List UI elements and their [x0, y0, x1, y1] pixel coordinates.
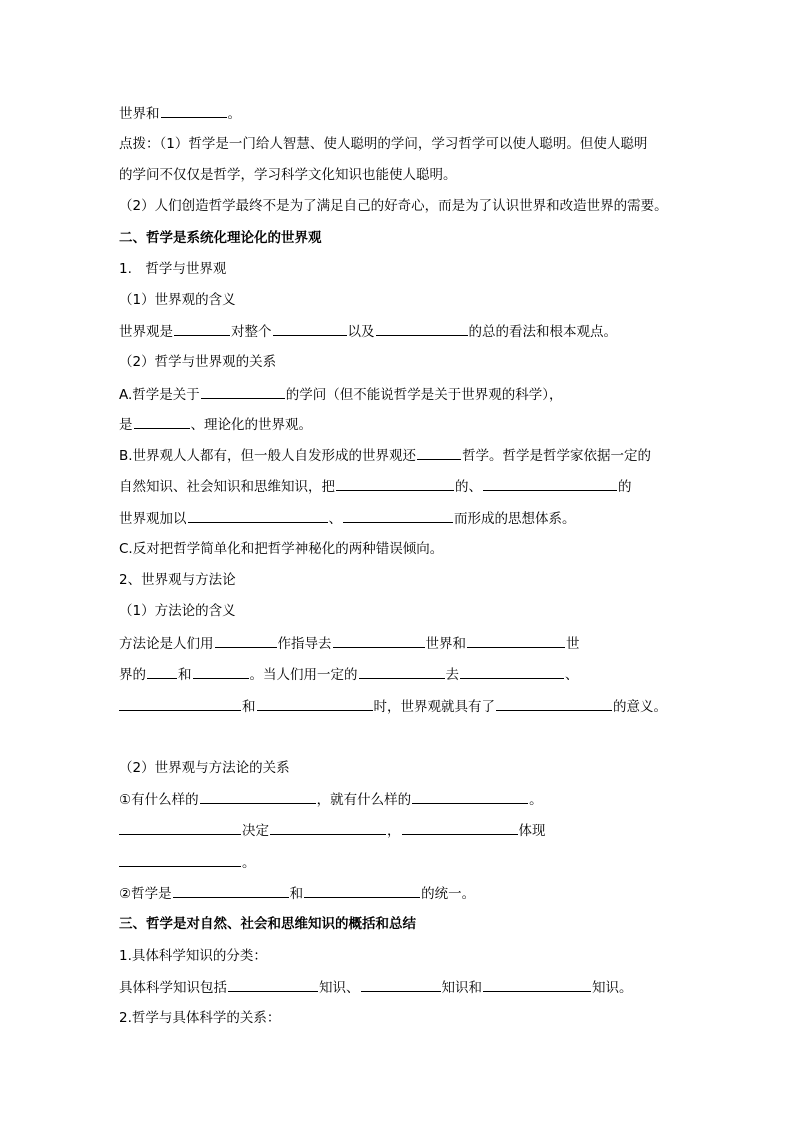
blank[interactable] [333, 633, 425, 648]
blank[interactable] [343, 508, 453, 523]
subheading-science-categories: 1.具体科学知识的分类： [119, 948, 267, 964]
blank[interactable] [119, 696, 241, 711]
blank[interactable] [215, 633, 277, 648]
hint-paragraph-2: （2）人们创造哲学最终不是为了满足自己的好奇心，而是为了认识世界和改造世界的需要。 [119, 198, 668, 214]
subheading-worldview-methodology-relation: （2）世界观与方法论的关系 [119, 760, 290, 776]
subheading-philosophy-worldview: 1. 哲学与世界观 [119, 261, 227, 277]
blank[interactable] [270, 820, 386, 835]
blank[interactable] [359, 664, 445, 679]
hint-paragraph-1-cont: 的学问不仅仅是哲学，学习科学文化知识也能使人聪明。 [119, 167, 457, 183]
blank[interactable] [119, 820, 241, 835]
blank[interactable] [119, 852, 241, 867]
blank[interactable] [483, 476, 617, 491]
blank[interactable] [188, 508, 328, 523]
fill-line-a-cont: 是 、理论化的世界观。 [119, 414, 312, 434]
fill-line-relation-4: ②哲学是 和 的统一。 [119, 883, 475, 903]
fill-line-science-knowledge: 具体科学知识包括 知识、 知识和 知识。 [119, 977, 633, 997]
blank[interactable] [483, 977, 591, 992]
fill-line-relation-3: 。 [119, 852, 256, 872]
blank[interactable] [273, 321, 347, 336]
subheading-philosophy-science-relation: 2.哲学与具体科学的关系： [119, 1010, 281, 1026]
blank[interactable] [376, 321, 468, 336]
fill-line-methodology-2: 界的 和 。当人们用一定的 去 、 [119, 664, 579, 684]
fill-line-relation-1: ①有什么样的 ，就有什么样的 。 [119, 789, 543, 809]
fill-line-methodology-1: 方法论是人们用 作指导去 世界和 世 [119, 633, 580, 653]
section-heading-3: 三、哲学是对自然、社会和思维知识的概括和总结 [119, 916, 416, 932]
fill-line-world-and: 世界和 。 [119, 103, 241, 123]
blank[interactable] [161, 103, 227, 118]
blank[interactable] [174, 321, 230, 336]
fill-line-b-cont-2: 世界观加以 、 而形成的思想体系。 [119, 508, 576, 528]
fill-line-b: B.世界观人人都有，但一般人自发形成的世界观还 哲学。哲学是哲学家依据一定的 [119, 445, 651, 465]
blank[interactable] [460, 664, 564, 679]
section-heading-2: 二、哲学是系统化理论化的世界观 [119, 230, 322, 246]
fill-line-a: A.哲学是关于 的学问（但不能说哲学是关于世界观的科学）， [119, 384, 563, 404]
hint-paragraph-1: 点拨：（1）哲学是一门给人智慧、使人聪明的学问，学习哲学可以使人聪明。但使人聪明 [119, 136, 648, 152]
blank[interactable] [304, 883, 420, 898]
subheading-worldview-methodology: 2、世界观与方法论 [119, 572, 236, 588]
blank[interactable] [336, 476, 454, 491]
subheading-philosophy-worldview-relation: （2）哲学与世界观的关系 [119, 354, 277, 370]
blank[interactable] [193, 664, 249, 679]
blank[interactable] [402, 820, 518, 835]
fill-line-relation-2: 决定 ， 体现 [119, 820, 546, 840]
blank[interactable] [467, 633, 565, 648]
blank[interactable] [173, 883, 289, 898]
subheading-worldview-meaning: （1）世界观的含义 [119, 292, 236, 308]
point-c: C.反对把哲学简单化和把哲学神秘化的两种错误倾向。 [119, 541, 444, 557]
blank[interactable] [147, 664, 177, 679]
blank[interactable] [496, 696, 612, 711]
fill-line-b-cont-1: 自然知识、社会知识和思维知识，把 的、 的 [119, 476, 632, 496]
blank[interactable] [257, 696, 373, 711]
blank[interactable] [134, 414, 190, 429]
blank[interactable] [201, 384, 285, 399]
blank[interactable] [417, 445, 461, 460]
subheading-methodology-meaning: （1）方法论的含义 [119, 603, 236, 619]
blank[interactable] [412, 789, 528, 804]
fill-line-methodology-3: 和 时，世界观就具有了 的意义。 [119, 696, 667, 716]
blank[interactable] [228, 977, 318, 992]
fill-line-worldview-definition: 世界观是 对整个 以及 的总的看法和根本观点。 [119, 321, 617, 341]
blank[interactable] [361, 977, 441, 992]
blank[interactable] [200, 789, 316, 804]
